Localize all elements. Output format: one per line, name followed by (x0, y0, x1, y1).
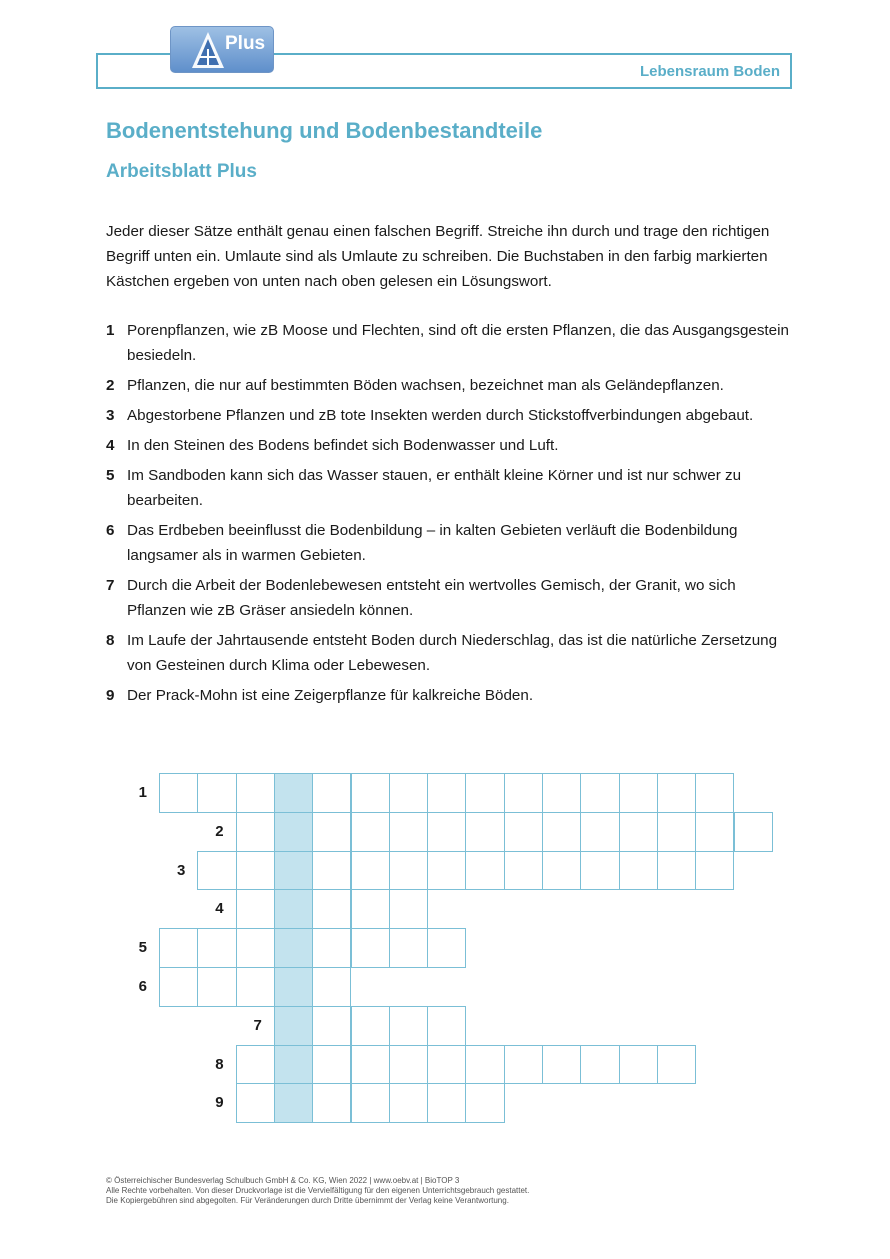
crossword-cell[interactable] (657, 1045, 696, 1085)
crossword-cell[interactable] (312, 967, 351, 1007)
crossword-cell[interactable] (580, 1045, 619, 1085)
crossword-cell[interactable] (580, 851, 619, 891)
crossword-cell[interactable] (427, 812, 466, 852)
crossword-cell[interactable] (734, 812, 773, 852)
crossword-cell[interactable] (389, 851, 428, 891)
crossword-cell[interactable] (389, 773, 428, 813)
task-number: 6 (106, 522, 115, 539)
crossword-cell[interactable] (619, 851, 658, 891)
task-number: 5 (106, 467, 115, 484)
crossword-cell[interactable] (465, 812, 504, 852)
task-number: 1 (106, 322, 115, 339)
row-label: 9 (215, 1094, 224, 1112)
crossword-cell[interactable] (312, 928, 351, 968)
crossword-cell[interactable] (465, 773, 504, 813)
solution-cell[interactable] (274, 889, 313, 929)
crossword-cell[interactable] (312, 1045, 351, 1085)
crossword-cell[interactable] (351, 851, 390, 891)
crossword-cell[interactable] (427, 851, 466, 891)
crossword-cell[interactable] (389, 889, 428, 929)
crossword-cell[interactable] (389, 1006, 428, 1046)
task-text: Abgestorbene Pflanzen und zB tote Insekten werden durch Stickstoffverbindungen abgebaut. (127, 407, 754, 424)
crossword-cell[interactable] (351, 1083, 390, 1123)
crossword-cell[interactable] (695, 851, 734, 891)
crossword-cell[interactable] (619, 812, 658, 852)
crossword-cell[interactable] (465, 1045, 504, 1085)
task-text: Im Sandboden kann sich das Wasser stauen, er enthält kleine Körner und ist nur schwer zu bearbeiten. (127, 467, 742, 509)
crossword-cell[interactable] (312, 773, 351, 813)
crossword-cell[interactable] (159, 928, 198, 968)
row-label: 2 (215, 822, 224, 840)
crossword-cell[interactable] (465, 1083, 504, 1123)
crossword-cell[interactable] (580, 812, 619, 852)
crossword-cell[interactable] (236, 812, 275, 852)
task-number: 8 (106, 632, 115, 649)
task-number: 7 (106, 577, 115, 594)
solution-cell[interactable] (274, 928, 313, 968)
task-text: In den Steinen des Bodens befindet sich Bodenwasser und Luft. (127, 437, 559, 454)
footer-copyright: © Österreichischer Bundesverlag Schulbuch GmbH & Co. KG, Wien 2022 | www.oebv.at | BioTOP 3 (106, 1176, 460, 1185)
crossword-cell[interactable] (542, 851, 581, 891)
task-list (106, 318, 796, 713)
crossword-cell[interactable] (542, 812, 581, 852)
crossword-cell[interactable] (504, 851, 543, 891)
row-label: 1 (138, 784, 147, 801)
crossword-cell[interactable] (504, 812, 543, 852)
task-text: Pflanzen, die nur auf bestimmten Böden wachsen, bezeichnet man als Geländepflanzen. (127, 377, 724, 394)
crossword-cell[interactable] (236, 851, 275, 891)
plus-logo (170, 26, 274, 73)
crossword-cell[interactable] (197, 928, 236, 968)
crossword-cell[interactable] (619, 773, 658, 813)
solution-cell[interactable] (274, 1083, 313, 1123)
task-item (106, 628, 796, 678)
crossword-cell[interactable] (236, 928, 275, 968)
crossword-cell[interactable] (312, 889, 351, 929)
crossword-cell[interactable] (695, 812, 734, 852)
task-item (106, 573, 796, 623)
crossword-cell[interactable] (236, 967, 275, 1007)
task-item (106, 683, 796, 708)
crossword-cell[interactable] (427, 773, 466, 813)
crossword-cell[interactable] (351, 812, 390, 852)
crossword-cell[interactable] (465, 851, 504, 891)
solution-cell[interactable] (274, 851, 313, 891)
crossword-cell[interactable] (197, 967, 236, 1007)
crossword-cell[interactable] (657, 812, 696, 852)
row-label: 8 (215, 1055, 224, 1073)
crossword-cell[interactable] (197, 773, 236, 813)
task-number: 4 (106, 437, 115, 454)
page-title: Bodenentstehung und Bodenbestandteile (106, 118, 543, 143)
task-item (106, 318, 796, 368)
crossword-cell[interactable] (389, 1045, 428, 1085)
crossword-cell[interactable] (351, 773, 390, 813)
crossword-cell[interactable] (389, 1083, 428, 1123)
crossword-cell[interactable] (351, 1045, 390, 1085)
crossword-cell[interactable] (542, 773, 581, 813)
task-item (106, 403, 796, 428)
crossword-cell[interactable] (312, 851, 351, 891)
crossword-cell[interactable] (657, 773, 696, 813)
crossword-cell[interactable] (236, 773, 275, 813)
crossword-cell[interactable] (159, 967, 198, 1007)
crossword-cell[interactable] (427, 928, 466, 968)
crossword-cell[interactable] (236, 889, 275, 929)
task-text: Porenpflanzen, wie zB Moose und Flechten, sind oft die ersten Pflanzen, die das Ausgangsgestein besiedeln. (127, 322, 789, 364)
crossword-cell[interactable] (351, 889, 390, 929)
task-text: Der Prack-Mohn ist eine Zeigerpflanze für kalkreiche Böden. (127, 687, 534, 704)
header-title: Lebensraum Boden (639, 63, 780, 80)
crossword-cell[interactable] (580, 773, 619, 813)
crossword-cell[interactable] (351, 1006, 390, 1046)
crossword-cell[interactable] (657, 851, 696, 891)
solution-cell[interactable] (274, 1006, 313, 1046)
crossword-cell[interactable] (312, 812, 351, 852)
task-number: 3 (106, 407, 115, 424)
task-number: 2 (106, 377, 115, 394)
row-label: 3 (176, 861, 186, 879)
task-text: Im Laufe der Jahrtausende entsteht Boden durch Niederschlag, das ist die natürliche Zersetzung von Gesteinen durch Klima oder Lebewesen. (127, 632, 778, 674)
logo-text: Plus (225, 33, 266, 54)
task-text: Das Erdbeben beeinflusst die Bodenbildung – in kalten Gebieten verläuft die Bodenbildung langsamer als in warmen Gebieten. (127, 522, 738, 564)
page-subtitle: Arbeitsblatt Plus (106, 161, 257, 182)
crossword-cell[interactable] (504, 1045, 543, 1085)
crossword-cell[interactable] (389, 812, 428, 852)
crossword-cell[interactable] (542, 1045, 581, 1085)
crossword-cell[interactable] (236, 1083, 275, 1123)
crossword-cell[interactable] (427, 1006, 466, 1046)
pyramid-icon (191, 31, 225, 69)
solution-cell[interactable] (274, 967, 313, 1007)
row-label: 6 (138, 978, 147, 995)
crossword-cell[interactable] (351, 928, 390, 968)
footer (106, 1176, 529, 1206)
footer-rights: Alle Rechte vorbehalten. Von dieser Druckvorlage ist die Vervielfältigung für den eigenen Unterrichtsgebrauch gestattet. (106, 1186, 530, 1195)
row-label: 5 (138, 939, 147, 957)
task-item (106, 433, 796, 458)
crossword-cell[interactable] (619, 1045, 658, 1085)
task-item (106, 518, 796, 568)
crossword-cell[interactable] (197, 851, 236, 891)
solution-cell[interactable] (274, 773, 313, 813)
crossword-cell[interactable] (312, 1083, 351, 1123)
footer-disclaimer: Die Kopiergebühren sind abgegolten. Für Veränderungen durch Dritte übernimmt der Verlag keine Verantwortung. (106, 1196, 509, 1205)
row-label: 4 (215, 900, 224, 918)
task-number: 9 (106, 687, 115, 704)
crossword-cell[interactable] (427, 1045, 466, 1085)
crossword-cell[interactable] (312, 1006, 351, 1046)
task-text: Durch die Arbeit der Bodenlebewesen entsteht ein wertvolles Gemisch, der Granit, wo sich Pflanzen wie zB Gräser ansiedeln können. (127, 577, 736, 619)
solution-cell[interactable] (274, 1045, 313, 1085)
instructions: Jeder dieser Sätze enthält genau einen falschen Begriff. Streiche ihn durch und trage den richtigen Begriff unten ein. Umlaute sind als Umlaute zu schreiben. Die Buchstaben in den farbig markierten Kästchen ergeben von unten nach oben gelesen ein Lösungswort. (106, 223, 770, 290)
task-item (106, 373, 796, 398)
crossword-cell[interactable] (389, 928, 428, 968)
crossword-cell[interactable] (427, 1083, 466, 1123)
solution-cell[interactable] (274, 812, 313, 852)
crossword-cell[interactable] (159, 773, 198, 813)
crossword-cell[interactable] (695, 773, 734, 813)
task-item (106, 463, 796, 513)
crossword-cell[interactable] (236, 1045, 275, 1085)
crossword-cell[interactable] (504, 773, 543, 813)
row-label: 7 (253, 1016, 262, 1034)
